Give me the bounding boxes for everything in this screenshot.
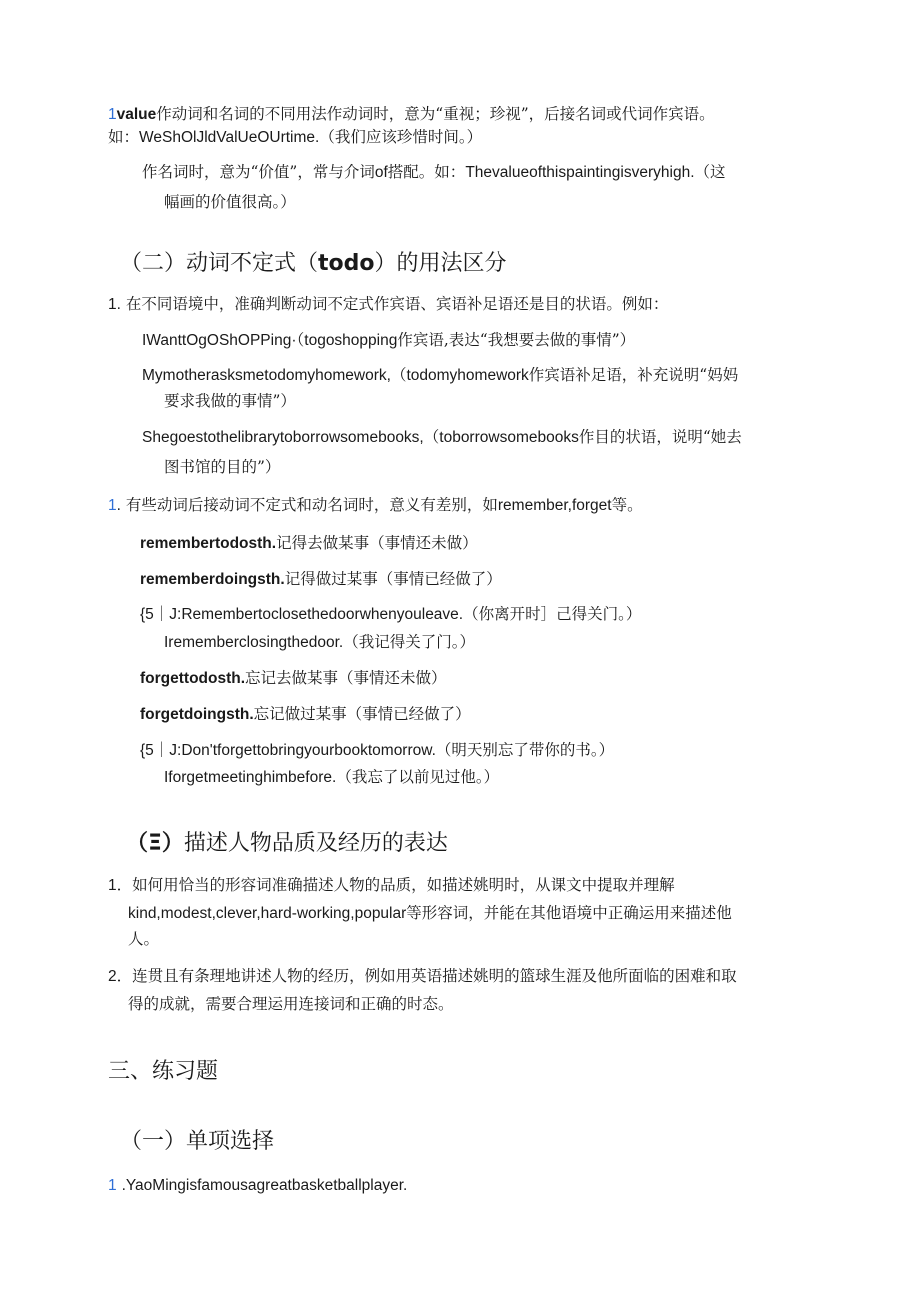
phrase-english: remembertodosth. xyxy=(140,535,277,552)
example-english: Don'tforgettobringyourbooktomorrow. xyxy=(181,742,436,759)
character-point-2 xyxy=(108,966,737,987)
paren: （ xyxy=(296,331,305,349)
item-number: 2 xyxy=(108,968,117,985)
question-1 xyxy=(108,1175,407,1196)
example-english: Mymotherasksmetodomyhomework, xyxy=(142,367,391,384)
point-text: 有些动词后接动词不定式和动名词时，意义有差别，如 xyxy=(125,496,498,514)
noun-usage-text-2: 搭配。如： xyxy=(387,163,466,181)
infinitive-example-complement xyxy=(142,365,738,386)
value-verb-usage: 作动词和名词的不同用法作动词时，意为“重视；珍视”，后接名词或代词作宾语。 xyxy=(156,105,715,123)
item-number: 1 xyxy=(108,106,117,123)
example-chinese: （我记得关了门。） xyxy=(343,633,475,651)
phrase-meaning: 记得去做某事（事情还未做） xyxy=(276,534,478,552)
phrase-english: forgettodosth. xyxy=(140,670,246,687)
remember-example-2 xyxy=(164,632,475,653)
remember-example-1 xyxy=(140,604,641,625)
remember-todo xyxy=(140,533,478,554)
heading-text: 单项选择 xyxy=(186,1129,275,1154)
phrase-english: rememberdoingsth. xyxy=(140,571,285,588)
example-english: Remembertoclosethedoorwhenyouleave. xyxy=(181,606,464,623)
item-number: 1 xyxy=(108,877,117,894)
section-heading-character xyxy=(126,830,448,858)
heading-todo: todo xyxy=(318,251,375,276)
noun-example-paren: （这 xyxy=(694,163,726,181)
value-usage-line xyxy=(108,104,715,125)
section-heading-infinitive xyxy=(120,250,507,278)
noun-example-english: Thevalueofthispaintingisveryhigh. xyxy=(465,164,695,181)
point-text: ．连贯且有条理地讲述人物的经历，例如用英语描述姚明的篮球生涯及他所面临的困难和取 xyxy=(116,967,737,985)
example-chinese: （你离开时］己得关门。） xyxy=(463,605,642,623)
phrase-meaning: 记得做过某事（事情已经做了） xyxy=(284,570,502,588)
heading-part-2: ）的用法区分 xyxy=(374,251,507,276)
example-prefix: 如： xyxy=(108,128,140,146)
example-prefix: {5｜J: xyxy=(140,606,182,623)
point-text: 等形容词，并能在其他语境中正确运用来描述他 xyxy=(406,904,732,922)
forget-todo xyxy=(140,668,447,689)
item-number: 1. xyxy=(108,296,121,313)
infinitive-point-2 xyxy=(108,495,643,516)
example-explanation: 作宾语补足语，补充说明“妈妈 xyxy=(528,366,739,384)
keyword-value: value xyxy=(116,106,157,123)
item-dot: . xyxy=(116,497,121,514)
example-phrase: todomyhomework xyxy=(406,367,529,384)
character-point-1-cont xyxy=(128,903,732,924)
example-english: Shegoestothelibrarytoborrowsomebooks, xyxy=(142,429,424,446)
paren: （ xyxy=(423,428,440,446)
character-point-1-end: 人。 xyxy=(128,930,160,948)
remember-doing xyxy=(140,569,502,590)
infinitive-example-object xyxy=(142,330,635,351)
phrase-english: forgetdoingsth. xyxy=(140,706,254,723)
character-point-2-cont: 得的成就，需要合理运用连接词和正确的时态。 xyxy=(128,995,454,1013)
preposition-of: of xyxy=(374,164,388,181)
infinitive-example-purpose xyxy=(142,427,742,448)
noun-usage-text: 作名词时，意为“价值”，常与介词 xyxy=(142,163,375,181)
character-point-1 xyxy=(108,875,675,896)
point-text-end: 等。 xyxy=(611,496,643,514)
example-phrase: togoshopping xyxy=(304,332,398,349)
heading-text: 描述人物品质及经历的表达 xyxy=(183,831,448,856)
infinitive-example-purpose-cont: 图书馆的目的”） xyxy=(164,458,281,476)
infinitive-point-1 xyxy=(108,294,668,315)
example-explanation: 作宾语,表达“我想要去做的事情”） xyxy=(397,331,636,349)
question-number: 1 xyxy=(108,1177,117,1194)
phrase-meaning: 忘记做过某事（事情已经做了） xyxy=(253,705,471,723)
question-text: .YaoMingisfamousagreatbasketballplayer. xyxy=(121,1177,408,1194)
example-english: Irememberclosingthedoor. xyxy=(164,634,344,651)
forget-example-1 xyxy=(140,740,614,761)
example-english: Iforgetmeetinghimbefore. xyxy=(164,769,337,786)
example-chinese: （我们应该珍惜时间。） xyxy=(319,128,483,146)
adjective-list: kind,modest,clever,hard-working,popular xyxy=(128,905,407,922)
example-prefix: {5｜J: xyxy=(140,742,182,759)
section-heading-exercises: 三、练习题 xyxy=(108,1059,219,1084)
value-verb-example xyxy=(108,127,482,148)
heading-marker: （一） xyxy=(120,1129,187,1154)
example-chinese: （明天别忘了带你的书。） xyxy=(435,741,615,759)
forget-doing xyxy=(140,704,471,725)
example-explanation: 作目的状语，说明“她去 xyxy=(578,428,742,446)
phrase-meaning: 忘记去做某事（事情还未做） xyxy=(245,669,447,687)
point-english: remember,forget xyxy=(497,497,612,514)
example-english: IWanttOgOShOPPing· xyxy=(142,332,297,349)
example-chinese: （我忘了以前见过他。） xyxy=(336,768,500,786)
point-text: 在不同语境中，准确判断动词不定式作宾语、宾语补足语还是目的状语。例如： xyxy=(125,295,669,313)
forget-example-2 xyxy=(164,767,499,788)
heading-part: （二）动词不定式（ xyxy=(120,251,319,276)
heading-marker: （Ξ） xyxy=(126,831,184,856)
value-noun-usage xyxy=(142,162,726,183)
paren: （ xyxy=(390,366,407,384)
item-number: 1 xyxy=(108,497,117,514)
example-english: WeShOlJldValUeOUrtime. xyxy=(139,129,320,146)
example-phrase: toborrowsomebooks xyxy=(439,429,579,446)
value-noun-translation: 幅画的价值很高。） xyxy=(164,193,296,211)
infinitive-example-complement-cont: 要求我做的事情”） xyxy=(164,392,296,410)
subsection-heading-multiple-choice xyxy=(120,1128,274,1156)
point-text: ．如何用恰当的形容词准确描述人物的品质，如描述姚明时，从课文中提取并理解 xyxy=(116,876,675,894)
